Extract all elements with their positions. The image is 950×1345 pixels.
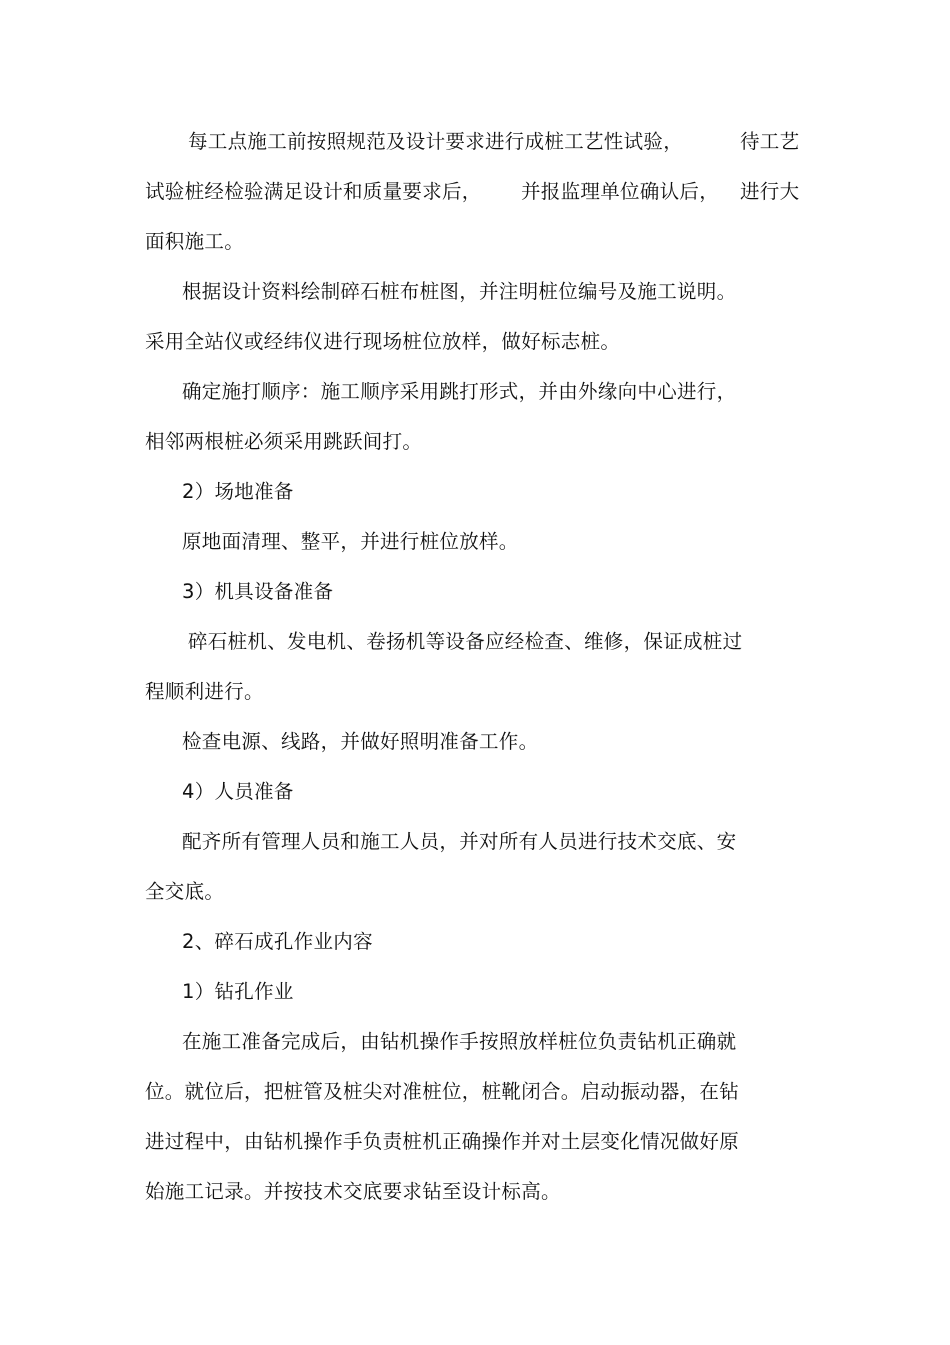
section-heading: 1）钻孔作业 [182,980,294,1003]
text-line: 每工点施工前按照规范及设计要求进行成桩工艺性试验， [188,130,684,153]
text-line: 碎石桩机、发电机、卷扬机等设备应经检查、维修，保证成桩过 [188,630,743,653]
text-line: 试验桩经检验满足设计和质量要求后， [145,180,482,203]
text-line: 检查电源、线路，并做好照明准备工作。 [182,730,539,753]
text-line: 进行大 [740,180,800,203]
text-line: 并报监理单位确认后， [521,180,720,203]
text-line: 位。就位后，把桩管及桩尖对准桩位，桩靴闭合。启动振动器，在钻 [145,1080,740,1103]
text-line: 在施工准备完成后，由钻机操作手按照放样桩位负责钻机正确就 [182,1030,737,1053]
text-line: 根据设计资料绘制碎石桩布桩图，并注明桩位编号及施工说明。 [182,280,737,303]
text-line: 确定施打顺序：施工顺序采用跳打形式，并由外缘向中心进行， [182,380,737,403]
text-line: 面积施工。 [145,230,245,253]
section-heading: 4）人员准备 [182,780,294,803]
text-line: 相邻两根桩必须采用跳跃间打。 [145,430,423,453]
text-line: 全交底。 [145,880,225,903]
section-heading: 2）场地准备 [182,480,294,503]
text-line: 程顺利进行。 [145,680,264,703]
text-line: 始施工记录。并按技术交底要求钻至设计标高。 [145,1180,561,1203]
text-line: 配齐所有管理人员和施工人员，并对所有人员进行技术交底、安 [182,830,737,853]
text-line: 采用全站仪或经纬仪进行现场桩位放样，做好标志桩。 [145,330,621,353]
section-heading: 3）机具设备准备 [182,580,334,603]
text-line: 进过程中，由钻机操作手负责桩机正确操作并对土层变化情况做好原 [145,1130,740,1153]
text-line: 待工艺 [740,130,800,153]
section-heading: 2、碎石成孔作业内容 [182,930,373,953]
text-line: 原地面清理、整平，并进行桩位放样。 [182,530,519,553]
